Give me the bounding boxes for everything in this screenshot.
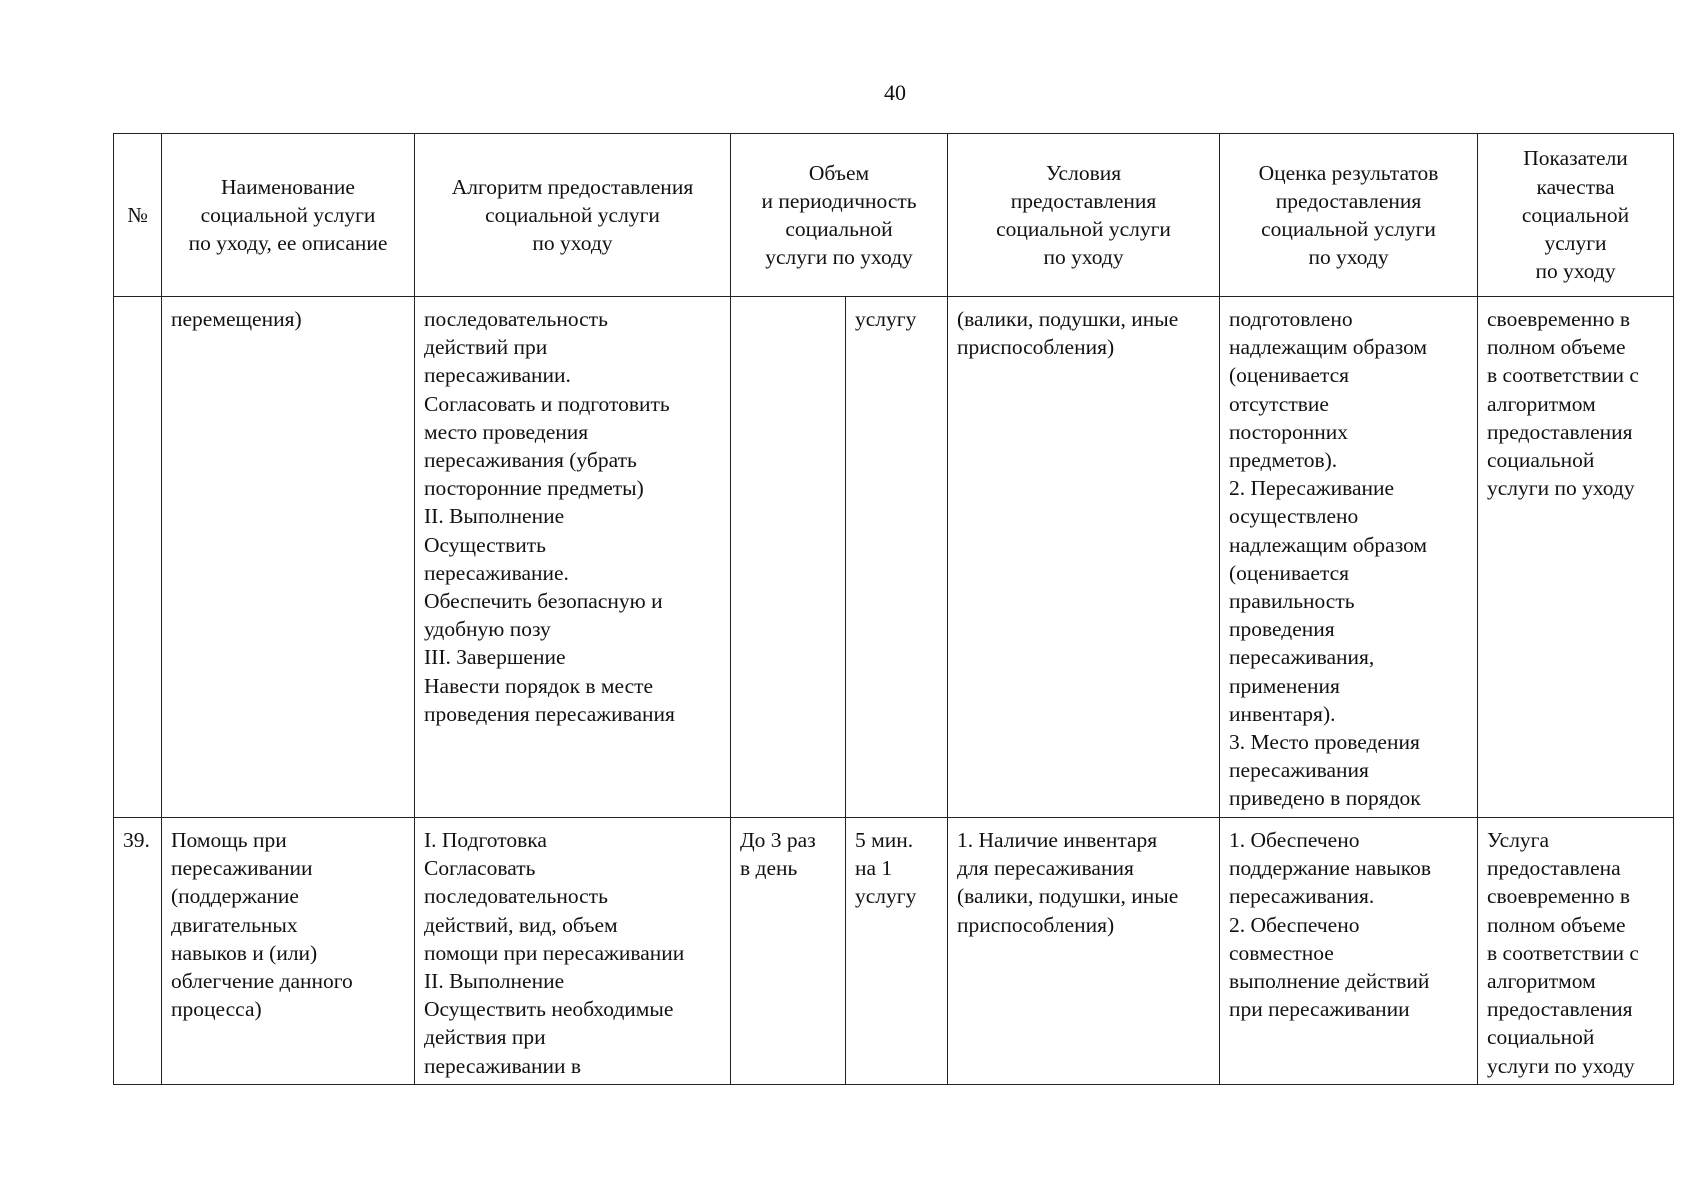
text-line: пересаживания, (1229, 645, 1375, 670)
text-line: (поддержание (171, 884, 299, 909)
row-number: 39. (114, 818, 162, 1085)
table-header-row (114, 134, 1674, 297)
text-line: своевременно в (1487, 884, 1630, 909)
text-line: двигательных (171, 912, 298, 937)
text-line: услугу (855, 884, 917, 909)
text-line: по уходу (1043, 245, 1124, 270)
text-line: предоставлена (1487, 856, 1621, 881)
text-line: при пересаживании (1229, 997, 1410, 1022)
text-line: социальной (1487, 1025, 1595, 1050)
text-line: по уходу (1308, 245, 1389, 270)
text-line: по уходу (1535, 259, 1616, 284)
page-number: 40 (884, 80, 906, 105)
text-line: Согласовать и подготовить (424, 391, 670, 416)
text-line: Алгоритм предоставления (451, 174, 694, 199)
text-line: в день (740, 856, 798, 881)
text-line: пересаживания (убрать (424, 448, 637, 473)
text-line: III. Завершение (424, 645, 566, 670)
text-line: совместное (1229, 940, 1334, 965)
text-line: в соответствии с (1487, 940, 1639, 965)
services-table (113, 133, 1674, 1085)
header-algorithm (415, 134, 731, 297)
header-evaluation (1220, 134, 1478, 297)
text-line: алгоритмом (1487, 969, 1596, 994)
text-line: пересаживания (1229, 758, 1369, 783)
text-line: 1. Обеспечено (1229, 828, 1360, 852)
text-line: 2. Обеспечено (1229, 912, 1360, 937)
conditions-cell (948, 297, 1220, 818)
duration-cell (846, 297, 948, 818)
service-name-cell (162, 818, 415, 1085)
text-line: приспособления) (957, 912, 1115, 937)
text-line: проведения (1229, 617, 1335, 642)
text-line: услуги по уходу (1487, 1053, 1635, 1078)
duration-cell (846, 818, 948, 1085)
text-line: правильность (1229, 589, 1355, 614)
text-line: надлежащим образом (1229, 532, 1428, 557)
text-line: по уходу, ее описание (188, 231, 388, 256)
text-line: осуществлено (1229, 504, 1359, 529)
header-name (162, 134, 415, 297)
text-line: пересаживании (171, 856, 313, 881)
text-line: полном объеме (1487, 912, 1626, 937)
text-line: социальной (1487, 448, 1595, 473)
text-line: пересаживании в (424, 1053, 582, 1078)
header-quality (1478, 134, 1674, 297)
text-line: подготовлено (1229, 307, 1353, 331)
text-line: пересаживание. (424, 560, 569, 585)
text-line: действий при (424, 335, 548, 360)
quality-cell (1478, 297, 1674, 818)
text-line: последовательность (424, 884, 608, 909)
text-line: выполнение действий (1229, 969, 1430, 994)
text-line: для пересаживания (957, 856, 1134, 881)
header-conditions (948, 134, 1220, 297)
text-line: перемещения) (171, 307, 302, 331)
text-line: (валики, подушки, иные (957, 307, 1179, 331)
text-line: облегчение данного (171, 969, 353, 994)
text-line: приспособления) (957, 335, 1115, 360)
header-volume (731, 134, 948, 297)
service-name-cell (162, 297, 415, 818)
text-line: место проведения (424, 419, 589, 444)
evaluation-cell (1220, 297, 1478, 818)
text-line: предоставления (1010, 188, 1157, 213)
text-line: Оценка результатов (1258, 160, 1439, 185)
text-line: II. Выполнение (424, 969, 565, 994)
text-line: Помощь при (171, 828, 287, 852)
text-line: предоставления (1487, 997, 1633, 1022)
text-line: надлежащим образом (1229, 335, 1428, 360)
text-line: проведения пересаживания (424, 701, 675, 726)
row-number (114, 297, 162, 818)
table-row (114, 818, 1674, 1085)
text-line: I. Подготовка (424, 828, 547, 852)
text-line: услуги по уходу (765, 245, 913, 270)
text-line: применения (1229, 673, 1340, 698)
text-line: Наименование (221, 174, 355, 199)
table-row (114, 297, 1674, 818)
text-line: отсутствие (1229, 391, 1329, 416)
text-line: Услуга (1487, 828, 1550, 852)
text-line: услугу (855, 307, 917, 331)
text-line: предоставления (1275, 188, 1422, 213)
text-line: последовательность (424, 307, 608, 331)
text-line: навыков и (или) (171, 940, 318, 965)
text-line: Согласовать (424, 856, 536, 881)
frequency-cell (731, 297, 846, 818)
text-line: социальной услуги (485, 202, 660, 227)
text-line: по уходу (532, 231, 613, 256)
text-line: социальной (785, 217, 893, 241)
text-line: посторонних (1229, 419, 1348, 444)
text-line: Навести порядок в месте (424, 673, 654, 698)
text-line: предметов). (1229, 448, 1338, 473)
text-line: приведено в порядок (1229, 786, 1421, 811)
frequency-cell (731, 818, 846, 1085)
text-line: в соответствии с (1487, 363, 1639, 388)
evaluation-cell (1220, 818, 1478, 1085)
text-line: помощи при пересаживании (424, 940, 685, 965)
text-line: инвентаря). (1229, 701, 1336, 726)
text-line: (оценивается (1229, 560, 1350, 585)
text-line: До 3 раз (740, 828, 816, 852)
text-line: социальной услуги (996, 217, 1171, 241)
text-line: социальной услуги (200, 202, 376, 227)
text-line: своевременно в (1487, 307, 1630, 331)
text-line: Обеспечить безопасную и (424, 589, 663, 614)
text-line: пересаживании. (424, 363, 571, 388)
quality-cell (1478, 818, 1674, 1085)
text-line: (оценивается (1229, 363, 1350, 388)
text-line: удобную позу (424, 617, 551, 642)
text-line: социальной (1521, 202, 1630, 227)
text-line: процесса) (171, 997, 262, 1022)
text-line: услуги (1544, 231, 1607, 256)
algorithm-cell (415, 297, 731, 818)
text-line: Показатели (1523, 146, 1628, 171)
text-line: 5 мин. (855, 828, 914, 852)
text-line: поддержание навыков (1229, 856, 1432, 881)
text-line: Осуществить (424, 532, 546, 557)
text-line: (валики, подушки, иные (957, 884, 1179, 909)
text-line: предоставления (1487, 419, 1633, 444)
text-line: качества (1536, 174, 1615, 199)
text-line: и периодичность (761, 188, 917, 213)
text-line: полном объеме (1487, 335, 1626, 360)
text-line: II. Выполнение (424, 504, 565, 529)
text-line: на 1 (855, 856, 893, 881)
text-line: 1. Наличие инвентаря (957, 828, 1158, 852)
text-line: 3. Место проведения (1229, 730, 1420, 755)
text-line: Условия (1045, 160, 1122, 185)
text-line: алгоритмом (1487, 391, 1596, 416)
header-no: № (114, 134, 162, 297)
conditions-cell (948, 818, 1220, 1085)
text-line: 2. Пересаживание (1229, 476, 1395, 501)
text-line: действия при (424, 1025, 546, 1050)
text-line: посторонние предметы) (424, 476, 644, 501)
text-line: пересаживания. (1229, 884, 1375, 909)
text-line: Осуществить необходимые (424, 997, 674, 1022)
text-line: социальной услуги (1261, 217, 1436, 241)
algorithm-cell (415, 818, 731, 1085)
text-line: действий, вид, объем (424, 912, 618, 937)
text-line: услуги по уходу (1487, 476, 1635, 501)
text-line: Объем (808, 160, 870, 185)
